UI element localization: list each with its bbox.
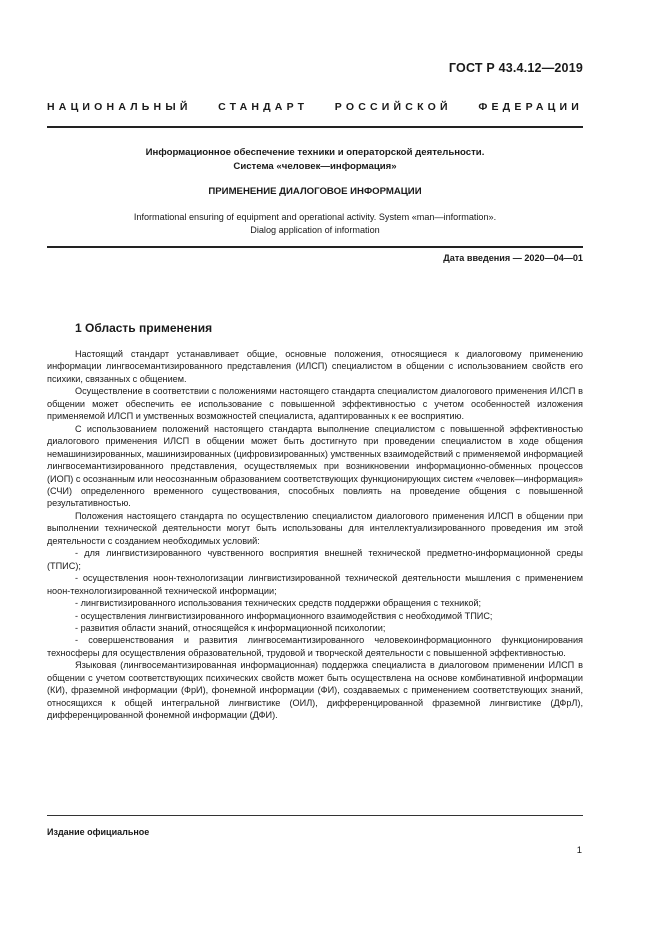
paragraph: Положения настоящего стандарта по осуществлению специалистом диалогового применения ИЛСП в общении при выполнении технической деятельности могут быть использованы для интеллектуализированного проведения им этой деятельности с созданием необходимых условий: xyxy=(47,510,583,546)
paragraph: С использованием положений настоящего стандарта выполнение специалистом с повышенной эффективностью диалогового применения ИЛСП в общении может быть достигнуто при проведении специалистом в ходе общения немашинизированных, машинизированных (цифровизированных) умственных взаимодействий с применяемой информацией лингвосемантизированного представления, осуществляемых при возникновении информационно-обменных процессов (ИОП) с осознанным или неосознанным образованием соответствующих функционирующих систем «человек—информация» (СЧИ) определенного временного существования, способных повлиять на проведение общения с повышенной результативностью. xyxy=(47,423,583,509)
title-english xyxy=(47,211,583,237)
title-english-line2: Dialog application of information xyxy=(250,225,380,235)
section-heading: 1 Область применения xyxy=(75,321,213,335)
footer-divider xyxy=(47,815,583,816)
official-edition-label: Издание официальное xyxy=(47,827,150,837)
header-divider xyxy=(47,126,583,128)
paragraph: Настоящий стандарт устанавливает общие, основные положения, относящиеся к диалоговому применению информации лингвосемантизированного представления (ИЛСП) специалистом в общении с использованием свойств его психики, связанных с общением. xyxy=(47,349,583,384)
title-english-line1: Informational ensuring of equipment and operational activity. System «man—information». xyxy=(133,212,497,222)
introduction-date: Дата введения — 2020—04—01 xyxy=(443,253,583,263)
list-item: - совершенствования и развития лингвосемантизированного человекоинформационного функционирования техносферы для осуществления образовательной, трудовой и творческой деятельности с повышенной эффективностью. xyxy=(47,635,583,658)
list-item: - осуществления лингвистизированного информационного взаимодействия с необходимой ТПИС; xyxy=(75,610,493,621)
title-russian xyxy=(47,146,583,173)
list-item: - для лингвистизированного чувственного восприятия внешней технической предметно-информационной среды (ТПИС); xyxy=(47,548,583,571)
section-body xyxy=(47,348,583,722)
paragraph: Языковая (лингвосемантизированная информационная) поддержка специалиста в диалоговом применении ИЛСП в общении с учетом соответствующих психических свойств может быть осуществлена на основе комбинативной информации (КИ), фраземной информации (ФрИ), фонемной информации (ФИ), создаваемых с применением соответствующих знаний, относящихся к общей интегральной лингвистике (ОИЛ), дифференцированной фраземной лингвистике (ДФрЛ), дифференцированной фонемной информации (ДФИ). xyxy=(47,660,583,721)
title-divider xyxy=(47,246,583,248)
title-russian-line2: Система «человек—информация» xyxy=(233,160,397,172)
paragraph: Осуществление в соответствии с положениями настоящего стандарта специалистом диалогового применения ИЛСП в общении может обеспечить ее использование с повышенной эффективностью с учетом особенностей изложения применяемой ИЛСП и умственных возможностей специалиста, адаптированных к ее восприятию. xyxy=(47,386,583,422)
list-item: - развития области знаний, относящейся к информационной психологии; xyxy=(75,622,386,633)
page-number: 1 xyxy=(576,845,582,856)
title-russian-line1: Информационное обеспечение техники и операторской деятельности. xyxy=(145,147,485,158)
national-standard-banner: НАЦИОНАЛЬНЫЙ СТАНДАРТ РОССИЙСКОЙ ФЕДЕРАЦИИ xyxy=(47,101,583,113)
standard-number: ГОСТ Р 43.4.12—2019 xyxy=(448,61,583,75)
list-item: - осуществления ноон-технологизации лингвистизированной технической деятельности мышления с применением ноон-технологизированной технической информации; xyxy=(47,573,583,596)
title-subtitle: ПРИМЕНЕНИЕ ДИАЛОГОВОЕ ИНФОРМАЦИИ xyxy=(208,186,422,197)
list-item: - лингвистизированного использования технических средств поддержки обращения с техникой; xyxy=(75,598,482,609)
